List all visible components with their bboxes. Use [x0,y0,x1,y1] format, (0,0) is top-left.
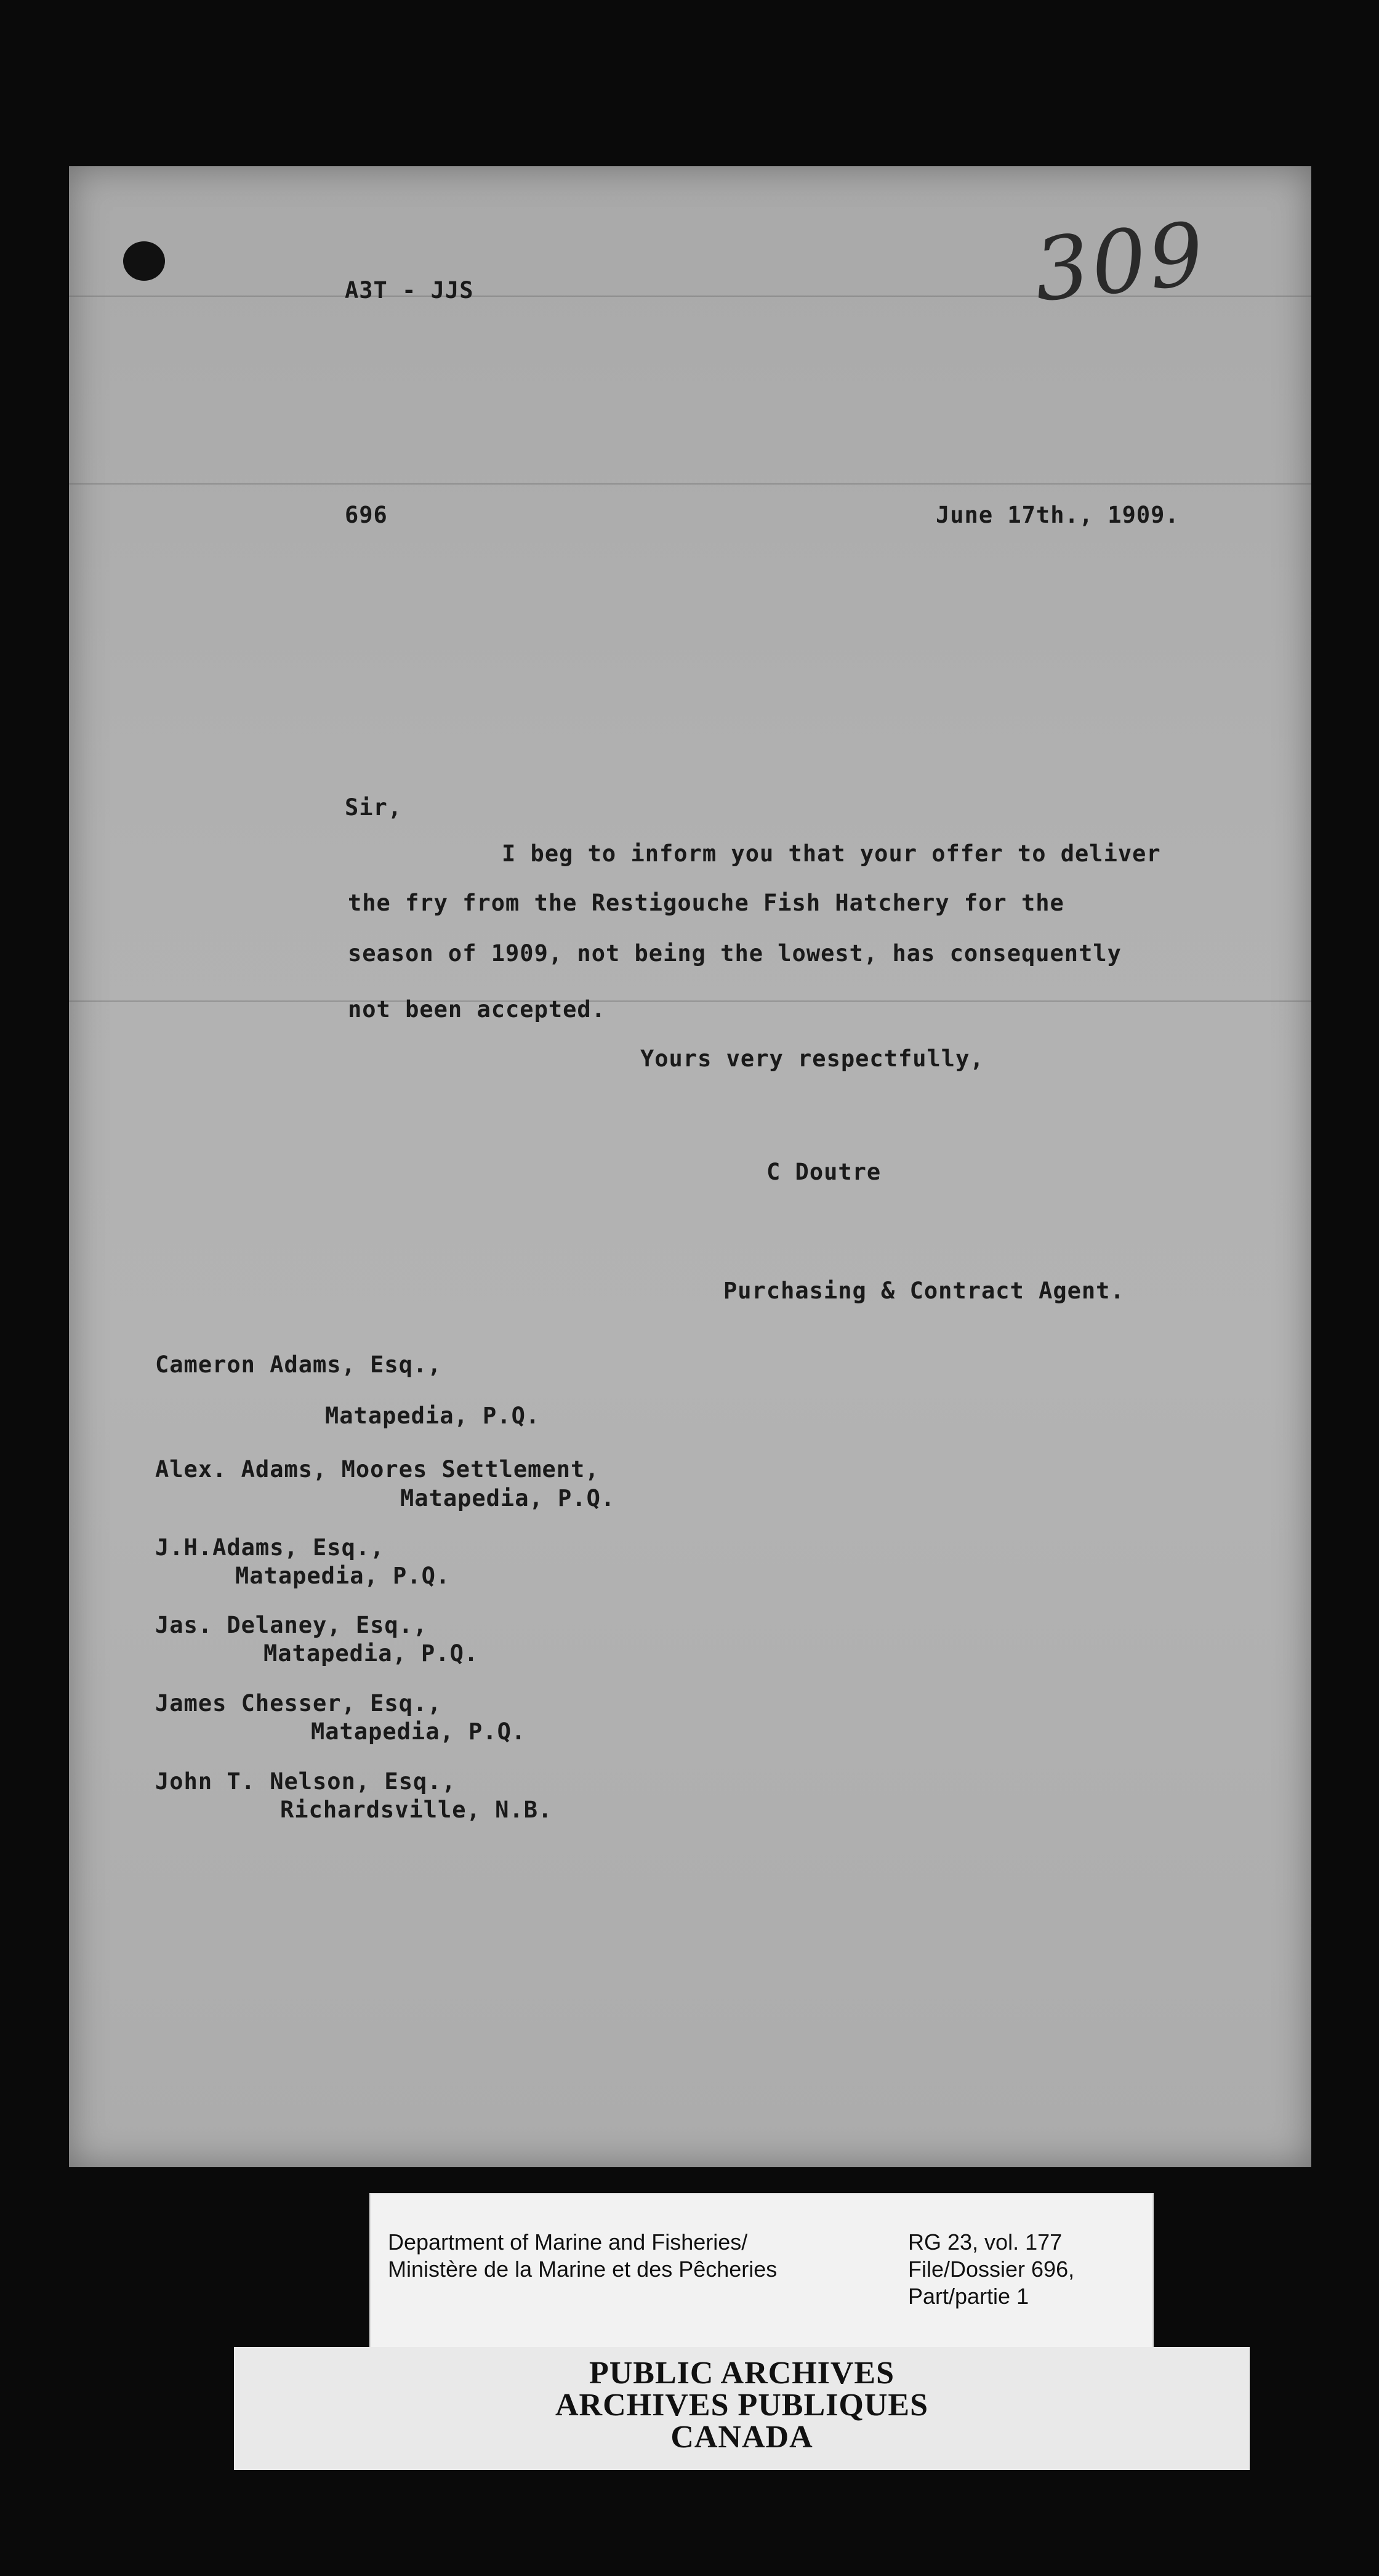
department-line: Ministère de la Marine et des Pêcheries [388,2256,778,2282]
department-line: Department of Marine and Fisheries/ [388,2229,748,2255]
recipient-name: James Chesser, Esq., [155,1690,442,1717]
part-line: Part/partie 1 [908,2284,1029,2309]
file-number: 696 [345,502,388,528]
punch-hole [123,241,165,281]
salutation: Sir, [345,794,403,821]
reference-code: A3T - JJS [345,277,474,304]
recipient-address: Matapedia, P.Q. [325,1403,541,1429]
archive-stamp-line: CANADA [670,2420,813,2455]
fold-line [69,483,1311,485]
recipient-address: Matapedia, P.Q. [311,1718,526,1745]
fold-line [69,1000,1311,1002]
recipient-address: Matapedia, P.Q. [235,1563,451,1589]
body-line: the fry from the Restigouche Fish Hatchery for the [348,890,1064,916]
archive-stamp-line: ARCHIVES PUBLIQUES [555,2388,929,2423]
recipient-address: Matapedia, P.Q. [263,1640,479,1667]
body-line: not been accepted. [348,996,606,1023]
closing: Yours very respectfully, [640,1045,984,1072]
recipient-name: Jas. Delaney, Esq., [155,1612,428,1638]
recipient-address: Richardsville, N.B. [280,1797,553,1823]
recipient-address: Matapedia, P.Q. [400,1485,616,1511]
page-number: 309 [1029,203,1211,322]
archive-stamp-line: PUBLIC ARCHIVES [589,2356,895,2391]
signature: C Doutre [766,1159,882,1185]
recipient-name: J.H.Adams, Esq., [155,1534,385,1561]
letter-date: June 17th., 1909. [936,502,1180,528]
signature-title: Purchasing & Contract Agent. [723,1278,1125,1304]
letter-page [69,166,1311,2167]
recipient-name: Cameron Adams, Esq., [155,1351,442,1378]
body-line: season of 1909, not being the lowest, has consequently [348,940,1122,967]
recipient-name: Alex. Adams, Moores Settlement, [155,1456,600,1483]
body-line: I beg to inform you that your offer to deliver [502,840,1161,867]
recipient-name: John T. Nelson, Esq., [155,1768,456,1795]
file-dossier-line: File/Dossier 696, [908,2256,1075,2282]
record-group-line: RG 23, vol. 177 [908,2229,1063,2255]
